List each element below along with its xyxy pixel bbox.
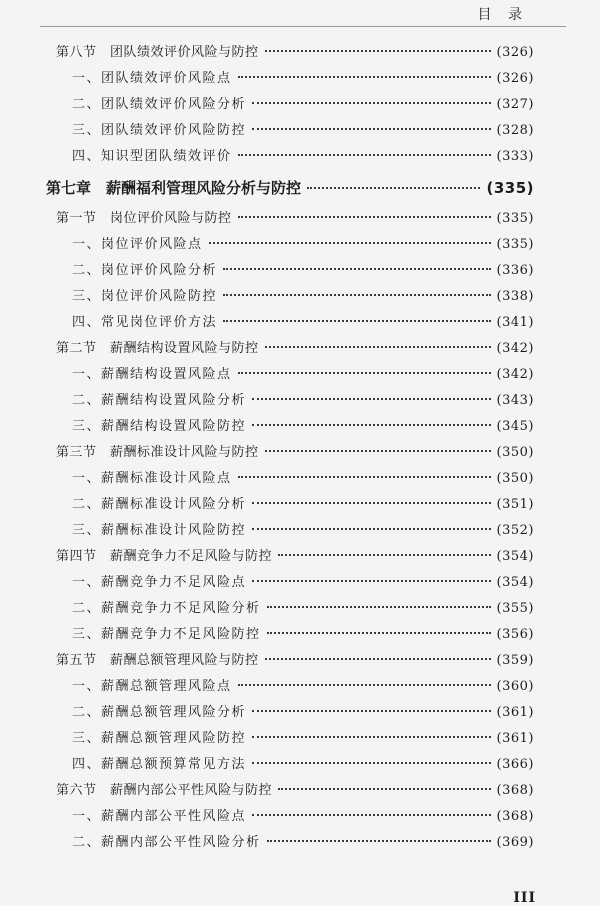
toc-entry-title: 三、岗位评价风险防控 (72, 289, 218, 304)
dot-leader (223, 268, 491, 270)
toc-entry-page: (338) (496, 289, 534, 304)
dot-leader (223, 320, 491, 322)
toc-entry-title: 二、薪酬标准设计风险分析 (72, 497, 247, 512)
dot-leader (252, 128, 491, 130)
dot-leader (252, 736, 491, 738)
dot-leader (238, 154, 491, 156)
toc-entry-title: 一、薪酬标准设计风险点 (72, 471, 232, 486)
toc-entry-item (46, 596, 534, 622)
toc-entry-page: (368) (496, 783, 534, 798)
toc-entry-page: (326) (496, 71, 534, 86)
dot-leader (267, 840, 491, 842)
toc-entry-chapter (46, 170, 534, 206)
toc-entry-page: (342) (496, 367, 534, 382)
toc-entry-page: (335) (496, 211, 534, 226)
toc-entry-item (46, 144, 534, 170)
toc-entry-page: (361) (496, 731, 534, 746)
header-rule (40, 26, 566, 27)
toc-entry-title: 第四节 薪酬竞争力不足风险与防控 (56, 549, 273, 564)
toc-entry-page: (359) (496, 653, 534, 668)
dot-leader (265, 658, 491, 660)
toc-entry-section (46, 544, 534, 570)
dot-leader (238, 684, 491, 686)
dot-leader (265, 346, 491, 348)
toc-entry-item (46, 622, 534, 648)
toc-entry-section (46, 206, 534, 232)
toc-entry-page: (341) (496, 315, 534, 330)
dot-leader (278, 554, 491, 556)
dot-leader (307, 187, 480, 189)
toc-entry-section (46, 40, 534, 66)
toc-entry-page: (369) (496, 835, 534, 850)
toc-entry-title: 第八节 团队绩效评价风险与防控 (56, 45, 259, 60)
dot-leader (252, 762, 491, 764)
toc-entry-title: 二、薪酬结构设置风险分析 (72, 393, 247, 408)
toc-entry-item (46, 570, 534, 596)
toc-entry-title: 二、薪酬总额管理风险分析 (72, 705, 247, 720)
dot-leader (252, 814, 491, 816)
toc-entry-item (46, 232, 534, 258)
toc-entry-item (46, 752, 534, 778)
dot-leader (278, 788, 491, 790)
toc-entry-page: (354) (496, 575, 534, 590)
dot-leader (252, 710, 491, 712)
toc-entry-item (46, 388, 534, 414)
toc-entry-page: (366) (496, 757, 534, 772)
toc-entry-page: (356) (496, 627, 534, 642)
toc-entry-title: 一、团队绩效评价风险点 (72, 71, 232, 86)
toc-entry-title: 三、团队绩效评价风险防控 (72, 123, 247, 138)
toc-entry-section (46, 336, 534, 362)
dot-leader (238, 216, 491, 218)
toc-entry-title: 四、常见岗位评价方法 (72, 315, 218, 330)
toc-entry-title: 一、薪酬总额管理风险点 (72, 679, 232, 694)
toc-entry-page: (368) (496, 809, 534, 824)
toc-entry-title: 第二节 薪酬结构设置风险与防控 (56, 341, 259, 356)
toc-entry-page: (361) (496, 705, 534, 720)
toc-entry-page: (352) (496, 523, 534, 538)
toc-entry-item (46, 284, 534, 310)
toc-entry-title: 第五节 薪酬总额管理风险与防控 (56, 653, 259, 668)
toc-entry-item (46, 310, 534, 336)
toc-entry-title: 第三节 薪酬标准设计风险与防控 (56, 445, 259, 460)
toc-entry-title: 一、薪酬内部公平性风险点 (72, 809, 247, 824)
toc-entry-page: (335) (486, 179, 534, 197)
toc-entry-title: 第一节 岗位评价风险与防控 (56, 211, 232, 226)
toc-entry-item (46, 92, 534, 118)
dot-leader (238, 476, 491, 478)
toc-entry-item (46, 258, 534, 284)
dot-leader (252, 398, 491, 400)
toc-entry-page: (350) (496, 471, 534, 486)
toc-entry-title: 三、薪酬竞争力不足风险防控 (72, 627, 261, 642)
toc-entry-page: (333) (496, 149, 534, 164)
toc-entry-page: (328) (496, 123, 534, 138)
dot-leader (267, 632, 491, 634)
dot-leader (209, 242, 491, 244)
toc-entry-item (46, 466, 534, 492)
toc-entry-page: (343) (496, 393, 534, 408)
toc-entry-item (46, 492, 534, 518)
toc-entry-title: 三、薪酬结构设置风险防控 (72, 419, 247, 434)
toc-entry-page: (336) (496, 263, 534, 278)
toc-entry-title: 一、薪酬竞争力不足风险点 (72, 575, 247, 590)
toc-entry-title: 三、薪酬标准设计风险防控 (72, 523, 247, 538)
dot-leader (265, 50, 491, 52)
toc-entry-page: (351) (496, 497, 534, 512)
toc-entry-title: 第七章 薪酬福利管理风险分析与防控 (46, 179, 302, 197)
toc-entry-page: (326) (496, 45, 534, 60)
dot-leader (238, 372, 491, 374)
dot-leader (267, 606, 491, 608)
toc-entry-title: 一、薪酬结构设置风险点 (72, 367, 232, 382)
dot-leader (238, 76, 491, 78)
toc-entry-title: 二、薪酬内部公平性风险分析 (72, 835, 261, 850)
running-header: 目 录 (477, 7, 528, 23)
toc-entry-page: (354) (496, 549, 534, 564)
dot-leader (252, 502, 491, 504)
toc-entry-item (46, 700, 534, 726)
dot-leader (252, 528, 491, 530)
toc-entry-title: 二、团队绩效评价风险分析 (72, 97, 247, 112)
toc-entry-page: (327) (496, 97, 534, 112)
toc-entry-section (46, 778, 534, 804)
toc-entry-title: 二、岗位评价风险分析 (72, 263, 218, 278)
toc-entry-item (46, 804, 534, 830)
dot-leader (252, 102, 491, 104)
dot-leader (252, 580, 491, 582)
toc-entry-title: 一、岗位评价风险点 (72, 237, 203, 252)
page-number: III (513, 890, 536, 906)
dot-leader (223, 294, 491, 296)
dot-leader (265, 450, 491, 452)
toc-entry-page: (342) (496, 341, 534, 356)
toc-entry-page: (345) (496, 419, 534, 434)
table-of-contents (46, 40, 534, 856)
toc-entry-item (46, 66, 534, 92)
toc-entry-title: 四、知识型团队绩效评价 (72, 149, 232, 164)
toc-entry-page: (350) (496, 445, 534, 460)
toc-entry-title: 四、薪酬总额预算常见方法 (72, 757, 247, 772)
toc-entry-item (46, 414, 534, 440)
toc-entry-section (46, 440, 534, 466)
toc-entry-page: (360) (496, 679, 534, 694)
toc-entry-page: (335) (496, 237, 534, 252)
toc-entry-item (46, 830, 534, 856)
toc-entry-section (46, 648, 534, 674)
toc-entry-item (46, 674, 534, 700)
toc-entry-item (46, 118, 534, 144)
toc-entry-item (46, 518, 534, 544)
dot-leader (252, 424, 491, 426)
toc-entry-item (46, 726, 534, 752)
toc-entry-title: 三、薪酬总额管理风险防控 (72, 731, 247, 746)
toc-entry-title: 第六节 薪酬内部公平性风险与防控 (56, 783, 273, 798)
toc-entry-title: 二、薪酬竞争力不足风险分析 (72, 601, 261, 616)
toc-entry-item (46, 362, 534, 388)
toc-entry-page: (355) (496, 601, 534, 616)
